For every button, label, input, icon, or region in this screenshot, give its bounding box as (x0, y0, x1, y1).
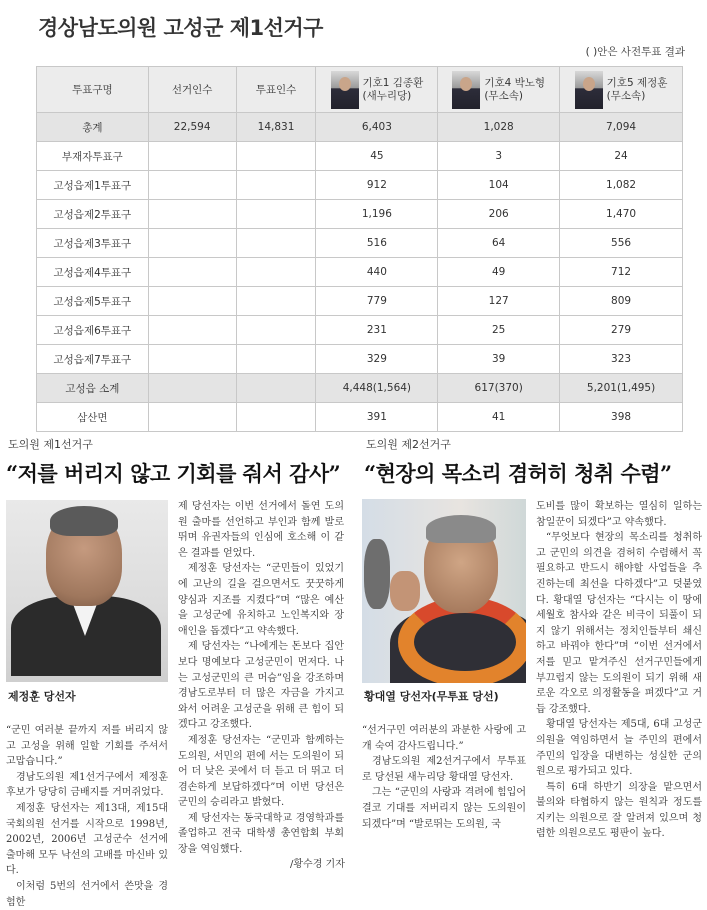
paragraph: 제정훈 당선자는 “군민과 함께하는 도의원, 서민의 편에 서는 도의원이 되어 더 낮은 곳에서 더 듣고 더 뛰고 더 겸손하게 보답하겠다”며 이번 당선은 군민의 승리라고 밝혔다. (178, 734, 344, 809)
header-district: 투표구명 (37, 67, 149, 113)
table-row (37, 316, 683, 345)
cell-name: 고성읍제2투표구 (37, 200, 149, 229)
cell-voters (236, 171, 316, 200)
candidate-name: 기호4 박노형 (484, 76, 546, 89)
cell-c2: 127 (438, 287, 560, 316)
early-vote-note: ( )안은 사전투표 결과 (585, 46, 685, 58)
paragraph: 제정훈 당선자는 “군민들이 있었기에 고난의 길을 걸으면서도 꿋꿋하게 양심과 지조를 지켰다”며 “많은 예산을 고성군에 유치하고 노인복지와 장애인을 돕겠다”고 약속했다. (178, 563, 344, 637)
header-candidate-3 (560, 67, 683, 113)
section-label-district-2: 도의원 제2선거구 (366, 438, 451, 451)
cell-voters (236, 374, 316, 403)
cell-c1: 516 (316, 229, 438, 258)
cell-electors (148, 316, 236, 345)
paragraph: 특히 6대 하반기 의장을 맡으면서 불의와 타협하지 않는 원칙과 정도를 지키는 의원으로 잘 알려져 있으며 청렴한 의원으로도 평판이 높다. (536, 781, 702, 840)
cell-voters (236, 200, 316, 229)
headline-district-2: “현장의 목소리 겸허히 청취 수렴” (364, 461, 672, 486)
cell-c3: 323 (560, 345, 683, 374)
cell-voters (236, 316, 316, 345)
candidate-name: 기호5 제정훈 (606, 76, 668, 89)
candidate-photo-icon (575, 71, 603, 109)
candidate-party: (새누리당) (362, 89, 412, 102)
table-row (37, 113, 683, 142)
cell-c3: 398 (560, 403, 683, 432)
cell-name: 고성읍제6투표구 (37, 316, 149, 345)
results-table (36, 66, 683, 432)
photo-caption-1: 제정훈 당선자 (8, 690, 76, 703)
cell-electors: 22,594 (148, 113, 236, 142)
cell-c2: 39 (438, 345, 560, 374)
cell-voters (236, 142, 316, 171)
table-row (37, 229, 683, 258)
cell-name: 고성읍제7투표구 (37, 345, 149, 374)
paragraph: 경남도의원 제1선거구에서 제정훈 후보가 당당히 금배지를 거머쥐었다. (6, 771, 168, 799)
cell-name: 고성읍제4투표구 (37, 258, 149, 287)
cell-c1: 6,403 (316, 113, 438, 142)
cell-name: 고성읍제1투표구 (37, 171, 149, 200)
paragraph: 제 당선자는 “나에게는 돈보다 집안보다 명예보다 고성군민이 먼저다. 나는 고성군민의 큰 머슴”임을 강조하며 경남도로부터 더 많은 자금을 가지고 와서 어려운 고성군을 위해 큰 힘이 되겠다고 강조했다. (178, 641, 344, 731)
cell-voters (236, 229, 316, 258)
headline-district-1: “저를 버리지 않고 기회를 줘서 감사” (6, 461, 341, 486)
cell-electors (148, 258, 236, 287)
cell-voters (236, 258, 316, 287)
cell-electors (148, 287, 236, 316)
paragraph: “군민 여러분 끝까지 저를 버리지 않고 고성을 위해 일할 기회를 주셔서 고맙습니다.” (6, 725, 168, 768)
photo-je-jeong-hun (6, 500, 168, 682)
cell-c2: 617(370) (438, 374, 560, 403)
cell-electors (148, 171, 236, 200)
cell-electors (148, 374, 236, 403)
candidate-photo-icon (331, 71, 359, 109)
cell-c1: 1,196 (316, 200, 438, 229)
cell-c3: 556 (560, 229, 683, 258)
table-row (37, 345, 683, 374)
paragraph: 도비를 많이 확보하는 열심히 일하는 참일꾼이 되겠다”고 약속했다. (536, 501, 702, 528)
paragraph: “선거구민 여러분의 과분한 사랑에 고개 숙여 감사드립니다.” (362, 725, 526, 752)
cell-electors (148, 142, 236, 171)
cell-electors (148, 229, 236, 258)
cell-c2: 206 (438, 200, 560, 229)
header-electors: 선거인수 (148, 67, 236, 113)
cell-c1: 912 (316, 171, 438, 200)
section-label-district-1: 도의원 제1선거구 (8, 438, 93, 451)
cell-voters: 14,831 (236, 113, 316, 142)
cell-electors (148, 345, 236, 374)
cell-c2: 1,028 (438, 113, 560, 142)
paragraph: 경남도의원 제2선거구에서 무투표로 당선된 새누리당 황대열 당선자. (362, 756, 526, 783)
cell-c1: 391 (316, 403, 438, 432)
cell-voters (236, 287, 316, 316)
article2-left-column (362, 723, 526, 832)
cell-name: 총계 (37, 113, 149, 142)
cell-c2: 64 (438, 229, 560, 258)
cell-c1: 45 (316, 142, 438, 171)
cell-name: 고성읍 소계 (37, 374, 149, 403)
cell-c3: 809 (560, 287, 683, 316)
photo-caption-2: 황대열 당선자(무투표 당선) (364, 690, 499, 703)
cell-name: 고성읍제5투표구 (37, 287, 149, 316)
paragraph: 그는 “군민의 사랑과 격려에 힘입어 결코 기대를 저버리지 않는 도의원이 되겠다”며 “발로뛰는 도의원, 국 (362, 787, 526, 830)
cell-c2: 41 (438, 403, 560, 432)
paragraph: 제정훈 당선자는 제13대, 제15대 국회의원 선거를 시작으로 1998년, 2002년, 2006년 고성군수 선거에 출마해 모두 낙선의 고배를 마신바 있다. (6, 802, 168, 877)
paragraph: 이처럼 5번의 선거에서 쓴맛을 경험한 (6, 880, 168, 908)
cell-electors (148, 403, 236, 432)
cell-name: 부재자투표구 (37, 142, 149, 171)
cell-voters (236, 403, 316, 432)
cell-c3: 1,082 (560, 171, 683, 200)
cell-c3: 1,470 (560, 200, 683, 229)
photo-hwang-dae-yeol (362, 499, 526, 683)
cell-voters (236, 345, 316, 374)
cell-c3: 712 (560, 258, 683, 287)
cell-name: 고성읍제3투표구 (37, 229, 149, 258)
cell-electors (148, 200, 236, 229)
cell-c2: 49 (438, 258, 560, 287)
cell-c3: 7,094 (560, 113, 683, 142)
cell-c2: 3 (438, 142, 560, 171)
paragraph: “무엇보다 현장의 목소리를 청취하고 군민의 의견을 겸허히 수렴해서 꼭 필요하고 반드시 해야할 사업들을 추진하는데 최선을 다하겠다”고 덧붙였다. 황대열 당선자는 “다시는 이 땅에 세월호 참사와 같은 비극이 되풀이 되지 않기 위해서는 정치인들부터 쇄신하고 바꿔야 한다”며 “이번 선거에서 저를 믿고 맡겨주신 선거구민들에게 부끄럽지 않는 도의원이 되기 위해 새로운 각오로 의정활동을 펴겠다”고 거듭 강조했다. (536, 532, 702, 715)
table-header-row (37, 67, 683, 113)
paragraph: 제 당선자는 이번 선거에서 돌연 도의원 출마를 선언하고 부인과 함께 발로뛰며 유권자들의 인심에 호소해 이 같은 결과를 얻었다. (178, 501, 344, 559)
article1-right-column (178, 499, 344, 858)
cell-c1: 779 (316, 287, 438, 316)
cell-c1: 4,448(1,564) (316, 374, 438, 403)
cell-c2: 104 (438, 171, 560, 200)
cell-c1: 231 (316, 316, 438, 345)
table-row (37, 374, 683, 403)
cell-c3: 24 (560, 142, 683, 171)
paragraph: 제 당선자는 동국대학교 경영학과를 졸업하고 전국 대학생 총연합회 부회장을 역임했다. (178, 812, 344, 856)
header-candidate-2 (438, 67, 560, 113)
article2-right-column (536, 499, 702, 842)
table-row (37, 258, 683, 287)
table-row (37, 142, 683, 171)
cell-c3: 279 (560, 316, 683, 345)
cell-c2: 25 (438, 316, 560, 345)
header-candidate-1 (316, 67, 438, 113)
candidate-party: (무소속) (606, 89, 646, 102)
cell-c1: 329 (316, 345, 438, 374)
table-row (37, 403, 683, 432)
table-row (37, 171, 683, 200)
cell-name: 삼산면 (37, 403, 149, 432)
table-row (37, 287, 683, 316)
candidate-name: 기호1 김종환 (362, 76, 424, 89)
candidate-photo-icon (452, 71, 480, 109)
cell-c3: 5,201(1,495) (560, 374, 683, 403)
cell-c1: 440 (316, 258, 438, 287)
page-title: 경상남도의원 고성군 제1선거구 (38, 16, 323, 40)
paragraph: 황대열 당선자는 제5대, 6대 고성군의원을 역임하면서 늘 주민의 편에서 주민의 입장을 대변하는 성실한 군의원으로 평가되고 있다. (536, 719, 702, 778)
header-voters: 투표인수 (236, 67, 316, 113)
candidate-party: (무소속) (484, 89, 523, 102)
byline: /황수경 기자 (290, 859, 345, 870)
table-row (37, 200, 683, 229)
